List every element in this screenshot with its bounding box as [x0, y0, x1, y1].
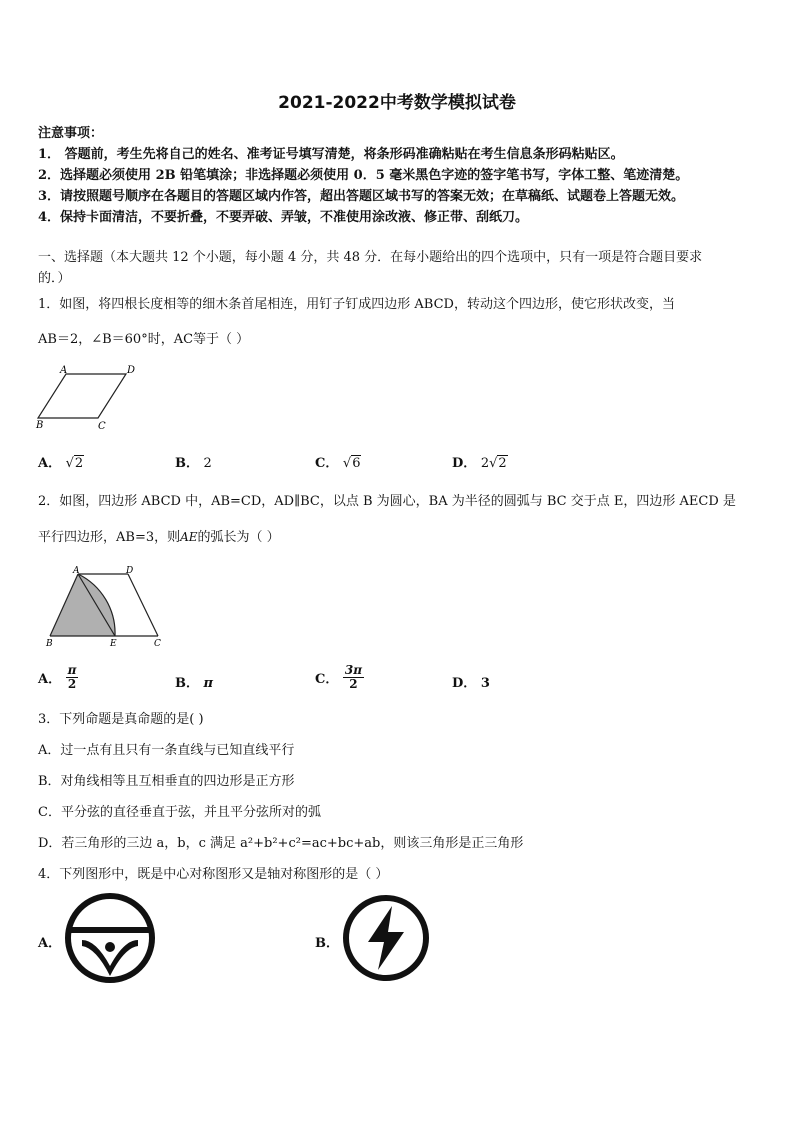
q2-stem-cont [38, 526, 280, 545]
q2-stem: 2．如图，四边形 ABCD 中，AB=CD，AD∥BC，以点 B 为圆心，BA 为半径的圆弧与 BC 交于点 E，四边形 AECD 是 [38, 494, 736, 509]
notice-item: 4．保持卡面清洁，不要折叠，不要弄破、弄皱，不准使用涂改液、修正带、刮纸刀。 [38, 210, 529, 225]
q2-option-b[interactable] [175, 672, 213, 691]
segment-dc [128, 574, 158, 636]
q1-option-c[interactable] [315, 452, 361, 471]
label-a: A [73, 566, 80, 576]
q2-option-c[interactable] [315, 664, 364, 691]
q3-option-b[interactable]: B．对角线相等且互相垂直的四边形是正方形 [38, 774, 295, 789]
arc-ae: AE [180, 530, 198, 544]
q4-option-a-label[interactable]: A． [38, 936, 62, 951]
q3-option-d[interactable]: D．若三角形的三边 a，b，c 满足 a²+b²+c²=ac+bc+ab，则该三角形是正三角形 [38, 836, 524, 851]
label-b: B [36, 420, 44, 431]
q1-option-b[interactable] [175, 452, 212, 471]
q1-stem: 1．如图，将四根长度相等的细木条首尾相连，用钉子钉成四边形 ABCD，转动这个四边形，使它形状改变，当 [38, 297, 675, 312]
option-value: 2 [203, 456, 212, 471]
option-label: B． [175, 676, 199, 691]
q3-stem: 3．下列命题是真命题的是( ) [38, 712, 204, 727]
q3-option-a[interactable]: A．过一点有且只有一条直线与已知直线平行 [38, 743, 295, 758]
option-label: C． [315, 456, 339, 471]
sqrt-expression [489, 456, 508, 471]
q1-option-d[interactable] [452, 452, 508, 471]
label-c: C [154, 639, 161, 649]
option-label: B． [175, 456, 199, 471]
radicand: 2 [74, 456, 84, 471]
sqrt-expression [66, 456, 85, 471]
sqrt-sign: √ [65, 456, 74, 471]
q3-option-c[interactable]: C．平分弦的直径垂直于弦，并且平分弦所对的弧 [38, 805, 321, 820]
q2-stem-part: 平行四边形，AB=3，则 [38, 530, 181, 545]
coefficient: 2 [480, 456, 490, 471]
label-e: E [110, 639, 117, 649]
notice-heading: 注意事项： [38, 126, 104, 141]
fraction [343, 664, 364, 691]
q1-parallelogram-figure [30, 362, 150, 434]
notice-item: 1． 答题前，考生先将自己的姓名、准考证号填写清楚，将条形码准确粘贴在考生信息条形码粘贴区。 [38, 147, 624, 162]
parallelogram-abcd [38, 374, 126, 418]
notice-item: 3．请按照题号顺序在各题目的答题区域内作答，超出答题区域书写的答案无效；在草稿纸、试题卷上答题无效。 [38, 189, 685, 204]
denominator: 2 [349, 677, 358, 692]
q2-stem-part: 的弧长为（ ） [197, 530, 280, 545]
option-label: A． [38, 456, 62, 471]
q1-option-a[interactable] [38, 452, 84, 471]
label-b: B [46, 639, 53, 649]
label-d: D [126, 566, 134, 576]
numerator: 3π [344, 663, 363, 677]
section-heading-cont: 的．） [38, 271, 71, 286]
option-value: 3 [480, 676, 490, 691]
sqrt-sign: √ [489, 456, 498, 471]
q4-option-b-label[interactable]: B． [315, 936, 339, 951]
option-label: D． [452, 456, 477, 471]
page-title: 2021-2022中考数学模拟试卷 [278, 93, 516, 113]
option-label: C． [315, 672, 339, 688]
sqrt-expression [343, 456, 362, 471]
section-heading: 一、选择题（本大题共 12 个小题，每小题 4 分，共 48 分．在每小题给出的四个选项中，只有一项是符合题目要求 [38, 250, 703, 265]
radicand: 2 [498, 456, 507, 471]
q2-arc-figure [40, 562, 170, 652]
q2-option-d[interactable] [452, 672, 490, 691]
lightning-bolt-icon [368, 906, 404, 970]
shaded-sector [50, 574, 115, 636]
label-d: D [127, 365, 136, 376]
fraction [66, 664, 79, 691]
emblem-dot [105, 942, 115, 952]
option-label: D． [452, 676, 477, 691]
denominator: 2 [67, 677, 77, 692]
label-c: C [98, 421, 106, 432]
notice-item: 2．选择题必须使用 2B 铅笔填涂；非选择题必须使用 0．5 毫米黑色字迹的签字笔书写，字体工整、笔迹清楚。 [38, 168, 689, 183]
q1-stem-cont: AB＝2，∠B＝60°时，AC等于（ ） [38, 332, 250, 347]
q4-option-a-emblem[interactable] [62, 890, 158, 986]
q4-stem: 4．下列图形中，既是中心对称图形又是轴对称图形的是（ ） [38, 867, 389, 882]
radicand: 6 [352, 456, 361, 471]
q4-option-b-lightning-icon[interactable] [338, 890, 434, 986]
q2-option-a[interactable] [38, 664, 78, 691]
option-value: π [203, 676, 214, 691]
label-a: A [60, 365, 68, 376]
numerator: π [67, 663, 77, 677]
option-label: A． [38, 672, 62, 688]
sqrt-sign: √ [342, 456, 352, 471]
